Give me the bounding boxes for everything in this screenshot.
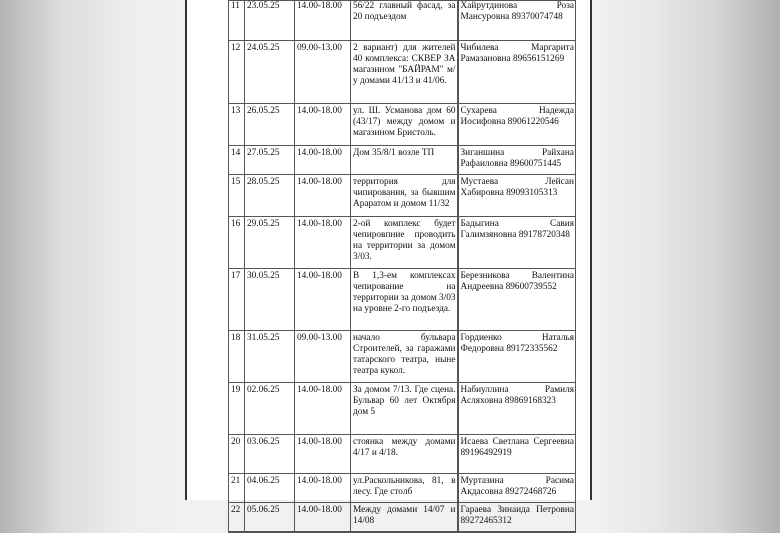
- document-page: [185, 0, 592, 526]
- row-number: 17: [229, 269, 245, 331]
- row-number: 16: [229, 217, 245, 269]
- row-contact: Березникова Валентина Андреевна 89600739552: [458, 269, 576, 331]
- row-number: 11: [229, 1, 245, 41]
- row-date: 26.05.25: [245, 104, 295, 146]
- row-place: 56/22 главный фасад, за 20 подъездом: [351, 1, 458, 41]
- row-contact: Сухарева Надежда Иосифовна 89061220546: [458, 104, 576, 146]
- row-date: 23.05.25: [245, 1, 295, 41]
- row-date: 27.05.25: [245, 146, 295, 175]
- row-time: 14.00-18.00: [295, 146, 351, 175]
- table-row: [229, 474, 576, 503]
- row-time: 14.00-18.00: [295, 1, 351, 41]
- table-row: [229, 146, 576, 175]
- row-place: стоянка между домами 4/17 и 4/18.: [351, 435, 458, 474]
- row-time: 09.00-13.00: [295, 331, 351, 383]
- chipping-schedule-table: [228, 0, 576, 533]
- table-row: [229, 331, 576, 383]
- row-number: 14: [229, 146, 245, 175]
- row-number: 18: [229, 331, 245, 383]
- row-contact: Муртазина Расима Акдасовна 89272468726: [458, 474, 576, 503]
- row-time: 14.00-18.00: [295, 269, 351, 331]
- row-number: 15: [229, 175, 245, 217]
- row-date: 05.06.25: [245, 503, 295, 533]
- row-place: Дом 35/8/1 возле ТП: [351, 146, 458, 175]
- row-contact: Хайрутдинова Роза Мансуровна 89370074748: [458, 1, 576, 41]
- row-number: 13: [229, 104, 245, 146]
- table-row: [229, 175, 576, 217]
- row-contact: Мустаева Лейсан Хабировна 89093105313: [458, 175, 576, 217]
- table-row: [229, 41, 576, 104]
- row-contact: Бадыгина Савия Галимзяновна 89178720348: [458, 217, 576, 269]
- row-time: 14.00-18.00: [295, 383, 351, 435]
- row-time: 14.00-18.00: [295, 503, 351, 533]
- row-time: 09.00-13.00: [295, 41, 351, 104]
- row-number: 19: [229, 383, 245, 435]
- table-row: [229, 1, 576, 41]
- table-row: [229, 104, 576, 146]
- row-date: 29.05.25: [245, 217, 295, 269]
- row-place: ул.Раскольникова, 81, в лесу. Где столб: [351, 474, 458, 503]
- row-time: 14.00-18.00: [295, 435, 351, 474]
- table-row: [229, 435, 576, 474]
- table-row: [229, 503, 576, 533]
- row-contact: Гордиенко Наталья Федоровна 89172335562: [458, 331, 576, 383]
- row-date: 04.06.25: [245, 474, 295, 503]
- row-place: За домом 7/13. Где сцена. Бульвар 60 лет Октября дом 5: [351, 383, 458, 435]
- row-contact: Гараева Зинаида Петровна 89272465312: [458, 503, 576, 533]
- row-time: 14.00-18.00: [295, 175, 351, 217]
- row-place: Между домами 14/07 и 14/08: [351, 503, 458, 533]
- row-contact: Чибилева Маргарита Рамазановна 89656151269: [458, 41, 576, 104]
- row-date: 31.05.25: [245, 331, 295, 383]
- row-time: 14.00-18.00: [295, 104, 351, 146]
- row-date: 30.05.25: [245, 269, 295, 331]
- row-number: 22: [229, 503, 245, 533]
- row-place: В 1,3-ем комплексах чепирование на территории за домом 3/03 на уровне 2-го подъезда.: [351, 269, 458, 331]
- row-date: 24.05.25: [245, 41, 295, 104]
- row-place: ул. Ш. Усманова дом 60 (43/17) между домом и магазином Бристоль.: [351, 104, 458, 146]
- table-row: [229, 383, 576, 435]
- row-contact: Исаева Светлана Сергеевна 89196492919: [458, 435, 576, 474]
- row-place: 2 вариант) для жителей 40 комплекса: СКВЕР ЗА магазином "БАЙРАМ" м/у домами 41/13 и 41/06.: [351, 41, 458, 104]
- row-time: 14.00-18.00: [295, 217, 351, 269]
- row-date: 02.06.25: [245, 383, 295, 435]
- row-place: 2-ой комплекс будет чепировпние проводить на территории за домом 3/03.: [351, 217, 458, 269]
- row-number: 20: [229, 435, 245, 474]
- row-number: 12: [229, 41, 245, 104]
- row-date: 28.05.25: [245, 175, 295, 217]
- row-contact: Набиуллина Рамиля Асляховна 89869168323: [458, 383, 576, 435]
- row-place: начало бульвара Строителей, за гаражами татарского театра, ныне театра кукол.: [351, 331, 458, 383]
- row-place: территория для чипирования, за бывшим Араратом и домом 11/32: [351, 175, 458, 217]
- row-number: 21: [229, 474, 245, 503]
- row-contact: Зиганшина Райхана Рафаиловна 89600751445: [458, 146, 576, 175]
- table-row: [229, 269, 576, 331]
- table-row: [229, 217, 576, 269]
- row-date: 03.06.25: [245, 435, 295, 474]
- row-time: 14.00-18.00: [295, 474, 351, 503]
